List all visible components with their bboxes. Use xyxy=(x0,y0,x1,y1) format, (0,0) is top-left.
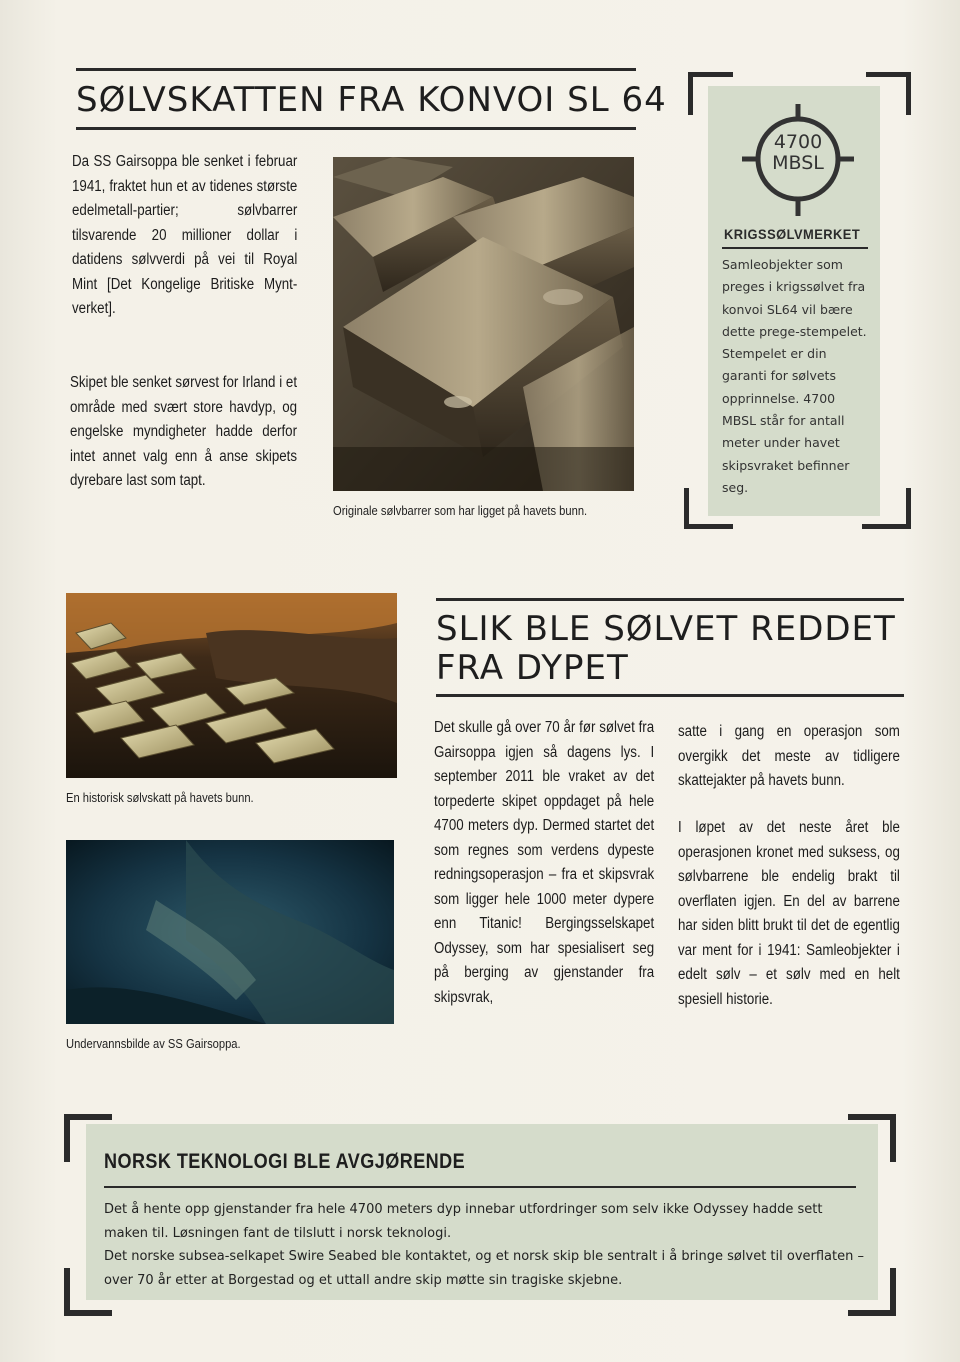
stamp-box-title: KRIGSSØLVMERKET xyxy=(724,226,861,242)
crosshair-stamp-icon xyxy=(738,104,858,216)
section1-paragraph-1: Da SS Gairsoppa ble senket i februar 1941, fraktet hun et av tidenes største edelmetall-partier; sølvbarrer tilsvarende 20 millioner dollar i datidens sølvverdi på vei til Royal Mint [Det Kongelige Britiske Mynt-verket]. xyxy=(72,153,298,317)
stamp-line-1: 4700 xyxy=(773,131,823,153)
corner-bracket-top-left xyxy=(688,72,733,115)
stamp-line-2: MBSL xyxy=(772,152,824,174)
treasure-photo-caption: En historisk sølvskatt på havets bunn. xyxy=(66,790,254,805)
section1-title: SØLVSKATTEN FRA KONVOI SL 64 xyxy=(76,80,667,120)
bottom-bracket-top-right xyxy=(848,1114,896,1162)
section2-column-2-paragraph-1: satte i gang en operasjon som overgikk det meste av tidligere skattejakter på havets bunn. xyxy=(678,723,900,789)
silver-bars-caption: Originale sølvbarrer som har ligget på havets bunn. xyxy=(333,503,588,518)
shipwreck-photo xyxy=(66,840,394,1024)
title-rule-bottom xyxy=(76,127,636,130)
treasure-photo xyxy=(66,593,397,778)
section2-column-2-paragraph-2: I løpet av det neste året ble operasjonen kronet med suksess, og sølvbarrene ble endelig brakt til overflaten igjen. En del av barrene har siden blitt brukt til det de egentlig var ment for i 1941: Samleobjekter i edelt sølv – et sølv med en helt spesiell historie. xyxy=(678,819,900,1008)
norwegian-tech-line-1: Det å hente opp gjenstander fra hele 4700 meters dyp innebar utfordringer som selv ikke Odyssey hadde sett maken til. Løsningen fant de tilslutt i norsk teknologi. xyxy=(104,1202,823,1241)
section2-title-line-1: SLIK BLE SØLVET REDDET xyxy=(436,609,896,649)
norwegian-tech-line-2: Det norske subsea-selkapet Swire Seabed ble kontaktet, og et norsk skip ble sentralt i å bringe sølvet til overflaten – over 70 år etter at Borgestad og et uttall andre skip møtte sin tragiske skjebne. xyxy=(104,1249,864,1288)
norwegian-tech-title: NORSK TEKNOLOGI BLE AVGJØRENDE xyxy=(104,1150,466,1173)
section2-rule-bottom xyxy=(436,694,904,697)
shipwreck-photo-caption: Undervannsbilde av SS Gairsoppa. xyxy=(66,1036,241,1051)
corner-bracket-top-right xyxy=(866,72,911,115)
stamp-box-text: Samleobjekter som preges i krigssølvet fra konvoi SL64 vil bære dette prege-stempelet. Stempelet er din garanti for sølvets opprinnelse. 4700 MBSL står for antall meter under havet skipsvraket befinner seg. xyxy=(722,257,867,495)
norwegian-tech-underline xyxy=(104,1186,856,1188)
section1-paragraph-2: Skipet ble senket sørvest for Irland i et område med svært store havdyp, og engelske myndigheter hadde derfor intet annet valg enn å anse skipets dyrebare last som tapt. xyxy=(70,374,298,489)
silver-bars-photo xyxy=(333,157,634,491)
stamp-title-underline xyxy=(722,247,868,249)
section2-title-line-2: FRA DYPET xyxy=(436,648,629,688)
title-rule-top xyxy=(76,68,636,71)
norwegian-tech-text xyxy=(104,1198,864,1292)
section2-column-1: Det skulle gå over 70 år før sølvet fra Gairsoppa igjen så dagens lys. I september 2011 ble vraket av det torpederte skipet oppdaget på hele 4700 meters dyp. Dermed startet det som regnes som verdens dypeste redningsoperasjon – fra et skipsvrak som ligger hele 1000 meter dypere enn Titanic! Bergingsselskapet Odyssey, som har spesialisert seg på berging av gjenstander fra skipsvrak, xyxy=(434,719,655,1006)
section2-rule-top xyxy=(436,598,904,601)
section2-title xyxy=(436,610,906,688)
